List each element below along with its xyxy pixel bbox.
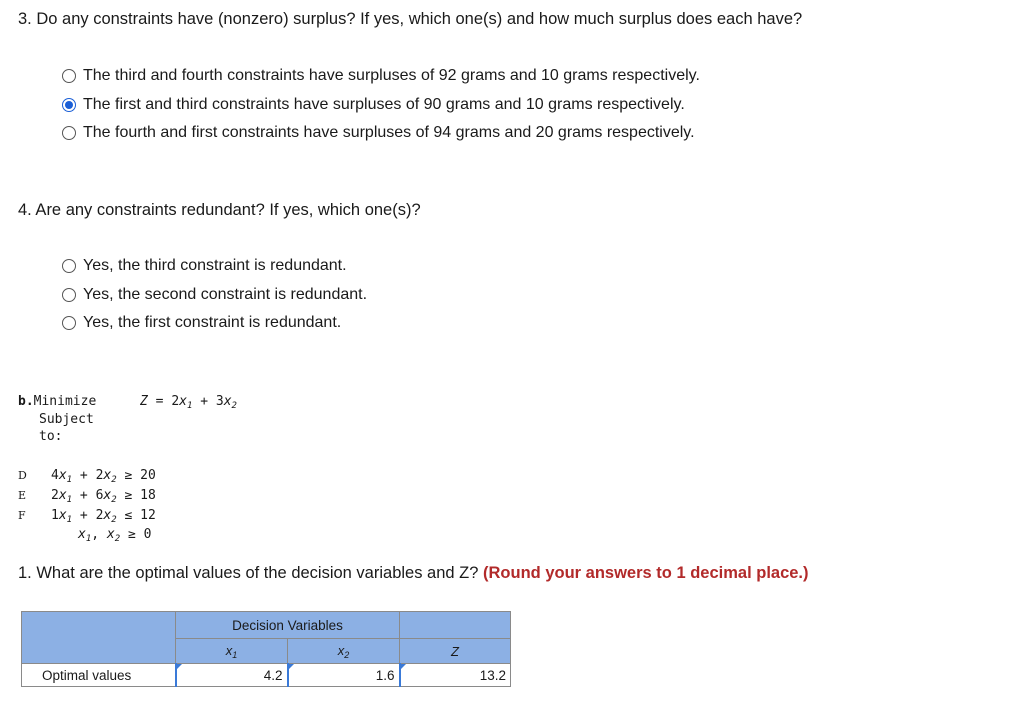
constraint-row: E $2x_1 + 6x_2 \ge 18$	[18, 488, 156, 505]
subject-to-label: Subject to:	[39, 412, 94, 444]
nonnegativity-constraint: $x_1$, $x_2 \ge 0$	[78, 527, 152, 544]
q4-option-2[interactable]	[62, 281, 367, 310]
q3-option-1-label: The third and fourth constraints have surpluses of 92 grams and 10 grams respectively.	[83, 67, 700, 85]
radio-button-icon[interactable]	[62, 316, 76, 330]
minimize-label: Minimize	[33, 394, 97, 409]
x2-value-input[interactable]: 1.6	[288, 664, 400, 687]
radio-button-selected-icon[interactable]	[62, 98, 76, 112]
q4-option-1[interactable]	[62, 252, 367, 281]
optimal-values-label: Optimal values	[22, 664, 176, 687]
q3-option-2-label: The first and third constraints have surpluses of 90 grams and 10 grams respectively.	[83, 95, 685, 113]
q3-option-3[interactable]	[62, 119, 700, 148]
constraint-row: D $4x_1 + 2x_2 \ge 20$	[18, 468, 156, 485]
radio-button-icon[interactable]	[62, 259, 76, 273]
q3-option-2[interactable]	[62, 91, 700, 120]
constraint-label: E	[18, 489, 27, 502]
q4-option-1-label: Yes, the third constraint is redundant.	[83, 257, 347, 275]
answer-table	[21, 611, 511, 687]
radio-button-icon[interactable]	[62, 69, 76, 83]
constraints-list	[18, 466, 156, 526]
x2-header: $x_2$	[288, 639, 400, 664]
q4-option-3[interactable]	[62, 309, 367, 338]
q3-option-3-label: The fourth and first constraints have surpluses of 94 grams and 20 grams respectively.	[83, 124, 695, 142]
q3-options	[62, 62, 700, 148]
z-header: Z	[400, 639, 511, 664]
radio-button-icon[interactable]	[62, 126, 76, 140]
x1-value-input[interactable]: 4.2	[176, 664, 288, 687]
q3-option-1[interactable]	[62, 62, 700, 91]
q4-option-2-label: Yes, the second constraint is redundant.	[83, 285, 368, 303]
question-1: 1. What are the optimal values of the decision variables and Z? (Round your answers to 1 decimal place.)	[18, 564, 809, 582]
constraint-label: F	[18, 509, 26, 522]
part-label: b.	[18, 394, 34, 409]
empty-header-cell	[22, 612, 176, 664]
x1-header: $x_1$	[176, 639, 288, 664]
objective-function: $Z = 2x_1 + 3x_2$	[140, 394, 237, 411]
constraint-row: F $1x_1 + 2x_2 \le 12$	[18, 508, 156, 525]
q4-options	[62, 252, 367, 338]
question-3: 3. Do any constraints have (nonzero) surplus? If yes, which one(s) and how much surplus does each have?	[18, 10, 803, 28]
constraint-label: D	[18, 469, 27, 482]
q4-option-3-label: Yes, the first constraint is redundant.	[83, 314, 342, 332]
problem-b-heading	[18, 394, 96, 409]
z-value-input[interactable]: 13.2	[400, 664, 511, 687]
radio-button-icon[interactable]	[62, 288, 76, 302]
rounding-note: (Round your answers to 1 decimal place.)	[483, 564, 809, 582]
decision-variables-header: Decision Variables	[176, 612, 400, 639]
z-header-spacer	[400, 612, 511, 639]
question-4: 4. Are any constraints redundant? If yes, which one(s)?	[18, 201, 421, 219]
